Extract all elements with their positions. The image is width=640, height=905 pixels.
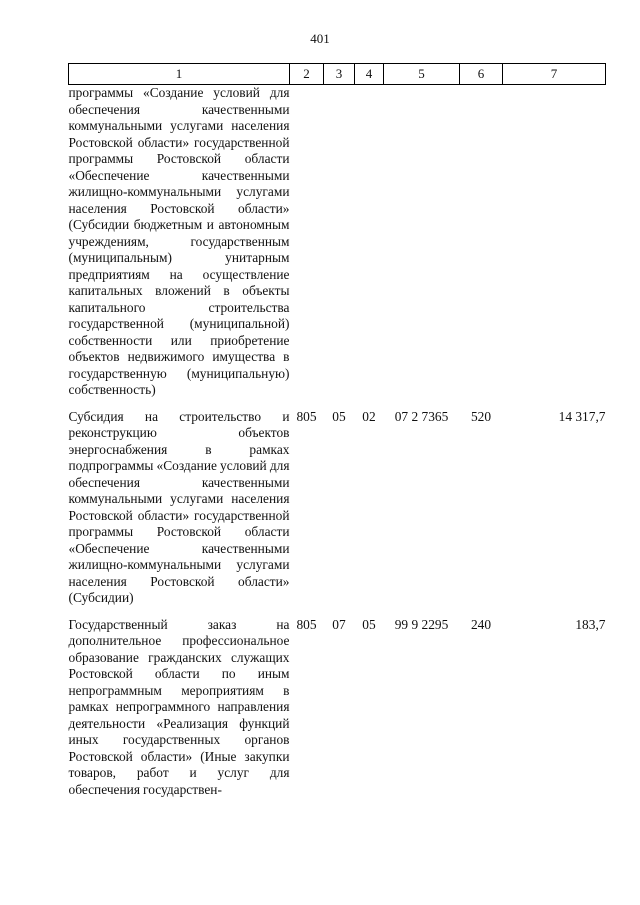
row-amount: 183,7	[575, 616, 606, 632]
row-amount: 14 317,7	[558, 408, 606, 424]
row-description: Субсидия на строительство и реконструкцию объектов энергоснабжения в рамках подпрограммы «Создание условий для обеспечения качественными коммунальными услугами населения Ростовской области» государственной программы Ростовской области «Обеспечение качественными жилищно-коммунальными услугами населения Ростовской области» (Субсидии)	[68, 408, 290, 605]
column-header-amount: 7	[503, 64, 606, 85]
page-number: 401	[310, 31, 330, 46]
row-expense-type	[460, 85, 503, 409]
row-section	[324, 85, 355, 409]
column-header-subsection: 4	[355, 64, 384, 85]
row-target-article: 07 2 7365	[394, 408, 449, 424]
header-row	[69, 64, 606, 85]
row-subsection: 05	[362, 616, 376, 632]
row-expense-type: 520	[470, 408, 492, 424]
row-subsection: 02	[362, 408, 376, 424]
row-section: 07	[332, 616, 346, 632]
row-expense-type: 240	[470, 616, 492, 632]
column-header-target-article: 5	[384, 64, 460, 85]
row-subsection	[355, 85, 384, 409]
row-ministry	[290, 85, 324, 409]
row-target-article: 99 9 2295	[394, 616, 449, 632]
column-header-description: 1	[69, 64, 290, 85]
table-row	[69, 617, 606, 799]
row-ministry: 805	[296, 408, 317, 424]
row-description: программы «Создание условий для обеспечения качественными коммунальными услугами населения Ростовской области» государственной программы Ростовской области «Обеспечение качественными жилищно-коммунальными услугами населения Ростовской области» (Субсидии бюджетным и автономным учреждениям, государственным (муниципальным) унитарным предприятиям на осуществление капитальных вложений в объекты капитального строительства государственной (муниципальной) собственности или приобретение объектов недвижимого имущества в государственную (муниципальную) собственность)	[68, 85, 290, 397]
column-header-ministry: 2	[290, 64, 324, 85]
row-amount	[503, 85, 606, 409]
row-section: 05	[332, 408, 346, 424]
row-ministry: 805	[296, 616, 317, 632]
row-description: Государственный заказ на дополнительное профессиональное образование гражданских служащих Ростовской области по иным непрограммным мероприятиям в рамках непрограммного направления деятельности «Реализация функций иных государственных органов Ростовской области» (Иные закупки товаров, работ и услуг для обеспечения государствен-	[68, 616, 290, 797]
table-row	[69, 409, 606, 617]
budget-table	[68, 63, 606, 798]
row-target-article	[384, 85, 460, 409]
column-header-expense-type: 6	[460, 64, 503, 85]
table-row	[69, 85, 606, 409]
column-header-section: 3	[324, 64, 355, 85]
